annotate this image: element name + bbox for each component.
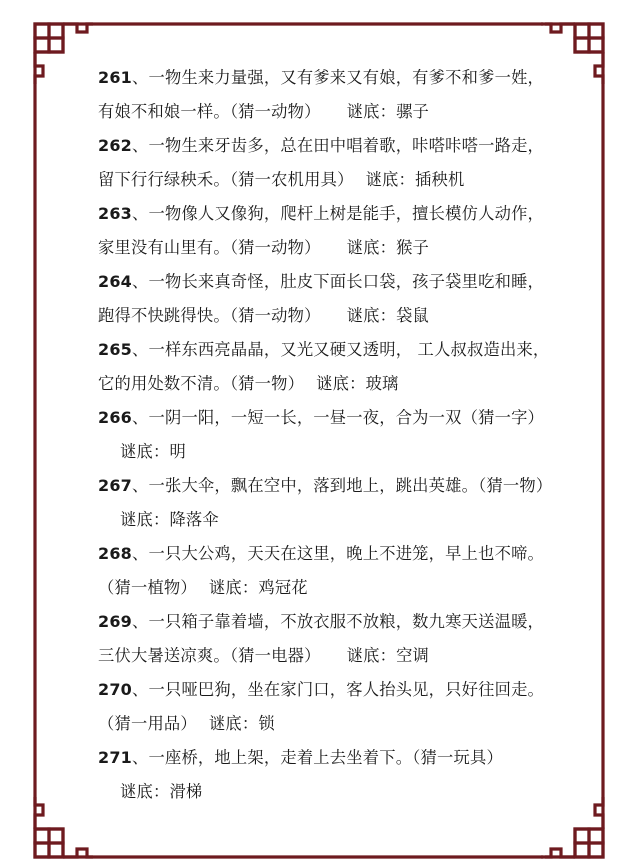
answer-label: 谜底： (120, 782, 170, 801)
riddle-list (98, 61, 558, 809)
answer-label: 谜底： (120, 510, 170, 529)
answer: 明 (169, 442, 186, 461)
riddle-263-line-2: 家里没有山里有。（猜一动物） 谜底：猴子 (98, 238, 430, 257)
answer: 锁 (258, 714, 275, 733)
answer-label: 谜底： (120, 442, 170, 461)
riddle-262-line-2: 留下行行绿秧禾。（猜一农机用具） 谜底：插秧机 (98, 170, 465, 189)
riddle-number: 271 (98, 748, 132, 767)
answer: 滑梯 (169, 782, 203, 801)
riddle-271-answer-line (98, 775, 558, 809)
riddle-265-line-2: 它的用处数不清。（猜一物） 谜底：玻璃 (98, 374, 399, 393)
riddle-number: 266 (98, 408, 132, 427)
answer: 降落伞 (169, 510, 219, 529)
riddle-261-line-2: 有娘不和娘一样。（猜一动物） 谜底：骡子 (98, 102, 430, 121)
riddle-267-line-1: 267、一张大伞，飘在空中，落到地上，跳出英雄。（猜一物） (98, 476, 553, 495)
corner-top-left (35, 24, 97, 86)
riddle-number: 270 (98, 680, 132, 699)
riddle-268-line-2: （猜一植物） 谜底：鸡冠花 (98, 578, 308, 597)
answer-label: 谜底： (346, 102, 397, 121)
riddle-268-line-1: 268、一只大公鸡，天天在这里，晚上不进笼，早上也不啼。 (98, 544, 545, 563)
riddle-264-line-2: 跑得不快跳得快。（猜一动物） 谜底：袋鼠 (98, 306, 430, 325)
riddle-271-line-1: 271、一座桥，地上架，走着上去坐着下。（猜一玩具） (98, 748, 503, 767)
answer-label: 谜底： (346, 646, 397, 665)
answer: 空调 (396, 646, 430, 665)
riddle-262-line-1: 262、一物生来牙齿多，总在田中唱着歌，咔嗒咔嗒一路走， (98, 136, 545, 155)
riddle-number: 265 (98, 340, 132, 359)
answer: 骡子 (396, 102, 430, 121)
riddle-number: 267 (98, 476, 132, 495)
riddle-266-answer-line (98, 435, 558, 469)
answer-label: 谜底： (346, 306, 397, 325)
answer: 玻璃 (365, 374, 399, 393)
riddle-number: 268 (98, 544, 132, 563)
riddle-265-line-1: 265、一样东西亮晶晶，又光又硬又透明， 工人叔叔造出来， (98, 340, 550, 359)
riddle-266-line-1: 266、一阴一阳，一短一长，一昼一夜，合为一双（猜一字） (98, 408, 545, 427)
answer-label: 谜底： (208, 714, 259, 733)
riddle-270-line-1: 270、一只哑巴狗，坐在家门口，客人抬头见，只好往回走。 (98, 680, 545, 699)
riddle-number: 269 (98, 612, 132, 631)
riddle-number: 263 (98, 204, 132, 223)
answer-label: 谜底： (346, 238, 397, 257)
riddle-number: 264 (98, 272, 132, 291)
answer: 袋鼠 (396, 306, 430, 325)
riddle-263-line-1: 263、一物像人又像狗，爬杆上树是能手，擅长模仿人动作， (98, 204, 545, 223)
riddle-264-line-1: 264、一物长来真奇怪，肚皮下面长口袋，孩子袋里吃和睡， (98, 272, 545, 291)
riddle-270-line-2: （猜一用品） 谜底：锁 (98, 714, 275, 733)
riddle-269-line-1: 269、一只箱子靠着墙，不放衣服不放粮，数九寒天送温暖， (98, 612, 545, 631)
answer: 插秧机 (415, 170, 465, 189)
riddle-269-line-2: 三伏大暑送凉爽。（猜一电器） 谜底：空调 (98, 646, 430, 665)
answer: 鸡冠花 (258, 578, 308, 597)
corner-bottom-left (35, 795, 97, 857)
answer-label: 谜底： (316, 374, 366, 393)
riddle-number: 262 (98, 136, 132, 155)
riddle-number: 261 (98, 68, 132, 87)
answer-label: 谜底： (208, 578, 259, 597)
answer: 猴子 (396, 238, 430, 257)
answer-label: 谜底： (365, 170, 416, 189)
riddle-267-answer-line (98, 503, 558, 537)
riddle-261-line-1: 261、一物生来力量强，又有爹来又有娘，有爹不和爹一姓， (98, 68, 545, 87)
